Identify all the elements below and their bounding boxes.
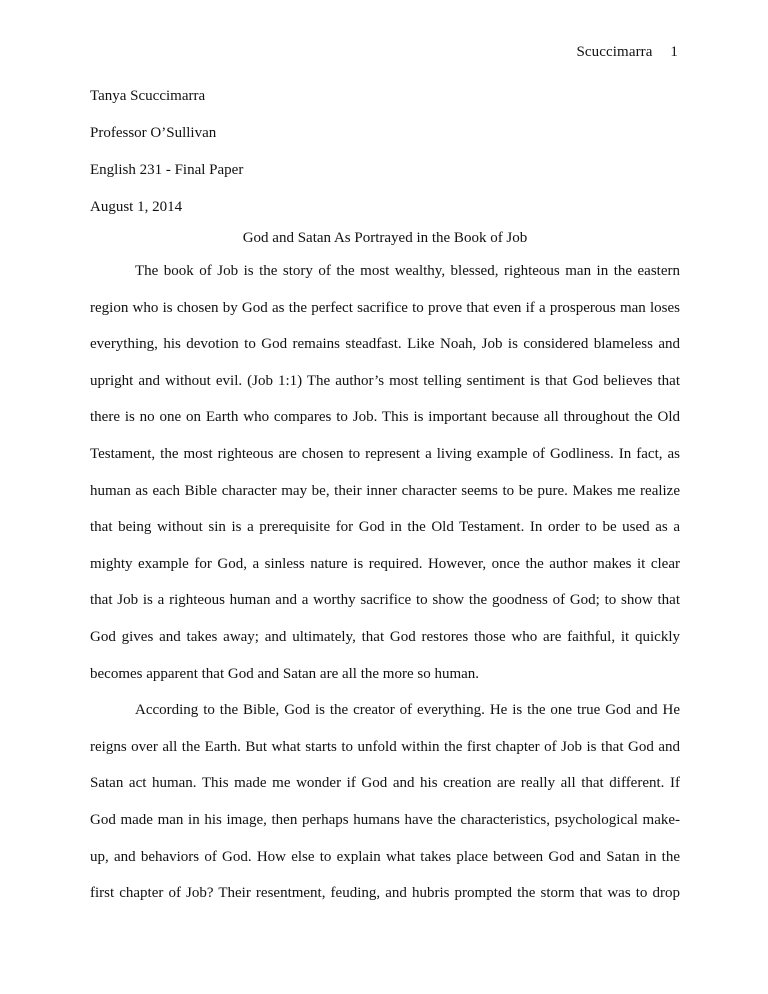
body-line: everything, his devotion to God remains steadfast. Like Noah, Job is considered blameless and	[90, 336, 680, 353]
body-line: The book of Job is the story of the most wealthy, blessed, righteous man in the eastern	[135, 263, 680, 279]
paper-date: August 1, 2014	[90, 199, 183, 215]
paper-body	[90, 264, 680, 923]
body-line: According to the Bible, God is the creator of everything. He is the one true God and He	[135, 702, 680, 719]
body-line: Testament, the most righteous are chosen to represent a living example of Godliness. In fact, as	[90, 445, 680, 462]
page-number: 1	[670, 44, 678, 60]
paper-title: God and Satan As Portrayed in the Book of Job	[242, 230, 528, 246]
body-line: mighty example for God, a sinless nature is required. However, once the author makes it clear	[90, 555, 680, 572]
body-line: human as each Bible character may be, their inner character seems to be pure. Makes me realize	[90, 482, 680, 499]
body-line: reigns over all the Earth. But what starts to unfold within the first chapter of Job is that God and	[90, 738, 680, 755]
body-line: there is no one on Earth who compares to Job. This is important because all throughout the Old	[90, 409, 680, 426]
student-name: Tanya Scuccimarra	[90, 88, 206, 104]
body-line: up, and behaviors of God. How else to explain what takes place between God and Satan in the	[90, 848, 680, 865]
body-line: Satan act human. This made me wonder if God and his creation are really all that different. If	[90, 775, 680, 792]
body-line: becomes apparent that God and Satan are all the more so human.	[90, 665, 480, 682]
mla-heading	[90, 89, 680, 237]
body-line: first chapter of Job? Their resentment, feuding, and hubris prompted the storm that was to drop	[90, 885, 680, 902]
running-header	[576, 44, 678, 61]
body-line: upright and without evil. (Job 1:1) The author’s most telling sentiment is that God believes that	[90, 372, 680, 389]
course-name: English 231 - Final Paper	[90, 162, 244, 178]
body-line: that being without sin is a prerequisite for God in the Old Testament. In order to be used as a	[90, 519, 680, 536]
body-line: that Job is a righteous human and a worthy sacrifice to show the goodness of God; to show that	[90, 592, 680, 609]
body-line: God gives and takes away; and ultimately, that God restores those who are faithful, it quickly	[90, 628, 680, 645]
header-author-lastname: Scuccimarra	[576, 44, 653, 60]
professor-name: Professor O’Sullivan	[90, 125, 217, 141]
body-line: God made man in his image, then perhaps humans have the characteristics, psychological make-	[90, 811, 680, 828]
body-line: region who is chosen by God as the perfect sacrifice to prove that even if a prosperous man loses	[90, 299, 680, 316]
